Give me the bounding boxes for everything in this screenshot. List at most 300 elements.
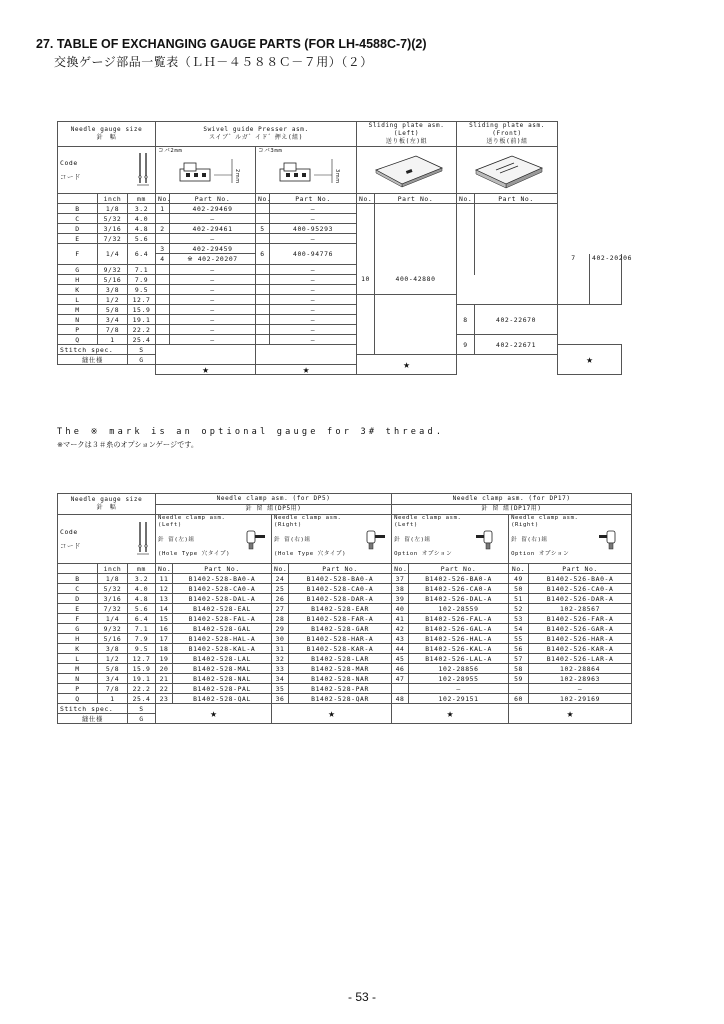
mm-cell: 12.7 (128, 295, 156, 305)
gauge-parts-table-1 (57, 121, 633, 376)
table-row (58, 614, 632, 624)
table-row (58, 644, 632, 654)
no-cell (156, 214, 170, 224)
no-cell: 41 (392, 614, 409, 624)
part-cell: 402-22670 (475, 305, 558, 335)
part-cell: — (170, 305, 256, 315)
no-cell: 5 (256, 224, 270, 234)
no-cell: 1 (156, 204, 170, 214)
mm-cell: 7.1 (128, 624, 156, 634)
part-cell: B1402-528-KAL-A (173, 644, 272, 654)
no-header: No. (457, 194, 475, 204)
code-cell: N (58, 674, 98, 684)
inch-cell: 3/4 (98, 674, 128, 684)
mm-cell: 19.1 (128, 674, 156, 684)
swivel-guide-label: Swivel guide Presser asm. (203, 126, 309, 133)
clamp-label-jp: 針 留(右)組 (274, 536, 311, 543)
no-cell (156, 325, 170, 335)
no-cell: 53 (509, 614, 529, 624)
no-cell: 56 (509, 644, 529, 654)
table-row (58, 285, 622, 295)
clamp-type: (Hole Type 穴タイプ) (158, 551, 231, 557)
needle-clamp-dp5-header (156, 494, 392, 505)
blank-header (58, 194, 98, 204)
star-mark: ★ (156, 365, 256, 375)
inch-cell: 3/16 (98, 224, 128, 234)
code-cell: K (58, 644, 98, 654)
no-cell: 7 (558, 254, 590, 305)
part-cell: B1402-528-QAL (173, 694, 272, 704)
sliding-plate-left-jp: 送り板(左)組 (385, 138, 428, 145)
no-cell: 51 (509, 594, 529, 604)
partno-header: Part No. (289, 564, 392, 574)
mm-header: mm (128, 564, 156, 574)
needle-diagram (128, 515, 156, 564)
mm-cell: 4.8 (128, 594, 156, 604)
code-cell: M (58, 664, 98, 674)
clamp-right-dp17-cell (509, 515, 632, 564)
swivel-koba3-cell (256, 147, 357, 194)
part-cell: — (270, 265, 357, 275)
no-cell: 59 (509, 674, 529, 684)
no-cell (256, 335, 270, 345)
sliding-plate-left-image (357, 147, 457, 194)
part-cell: 102-28955 (409, 674, 509, 684)
table-row (58, 694, 632, 704)
part-cell: 402-29461 (170, 224, 256, 234)
sliding-plate-left-icon (362, 148, 452, 190)
slide-left-blank (375, 204, 457, 265)
clamp-label: Needle clamp asm. (274, 515, 342, 521)
inch-header: inch (98, 194, 128, 204)
no-cell: 16 (156, 624, 173, 634)
part-cell: B1402-526-LAL-A (409, 654, 509, 664)
table-row (58, 624, 632, 634)
no-cell: 25 (272, 584, 289, 594)
table-row (58, 704, 632, 714)
sliding-plate-front-jp: 送り板(前)組 (486, 138, 528, 145)
mm-cell: 7.1 (128, 265, 156, 275)
table-row (58, 654, 632, 664)
slide-front-blank (475, 204, 558, 275)
part-cell: — (270, 335, 357, 345)
mm-cell: 25.4 (128, 694, 156, 704)
part-cell: B1402-526-CA0-A (409, 584, 509, 594)
swivel-guide-header (156, 122, 357, 147)
no-cell: 22 (156, 684, 173, 694)
mm-header: mm (128, 194, 156, 204)
slide-left-blank (357, 204, 375, 265)
stitch-spec-label-jp: 縫仕様 (58, 714, 128, 724)
code-cell: F (58, 614, 98, 624)
code-cell: E (58, 234, 98, 244)
part-cell: B1402-526-HAL-A (409, 634, 509, 644)
table-row (58, 275, 622, 285)
sliding-plate-left-header (357, 122, 457, 147)
part-cell: 400-95293 (270, 224, 357, 234)
no-cell: 17 (156, 634, 173, 644)
no-cell: 58 (509, 664, 529, 674)
table-row (58, 684, 632, 694)
no-cell: 43 (392, 634, 409, 644)
part-cell: B1402-526-KAR-A (529, 644, 632, 654)
stitch-g-cell: G (128, 714, 156, 724)
part-cell: B1402-528-MAL (173, 664, 272, 674)
code-cell: H (58, 634, 98, 644)
no-cell: 33 (272, 664, 289, 674)
code-cell: C (58, 214, 98, 224)
no-cell: 45 (392, 654, 409, 664)
clamp-label-jp: 針 留(左)組 (158, 536, 195, 543)
no-cell: 42 (392, 624, 409, 634)
inch-cell: 1/2 (98, 295, 128, 305)
star-mark: ★ (558, 345, 622, 375)
no-cell: 46 (392, 664, 409, 674)
mm-cell: 4.0 (128, 584, 156, 594)
star-mark: ★ (509, 704, 632, 724)
no-cell: 6 (256, 244, 270, 265)
part-cell: — (170, 325, 256, 335)
no-cell (256, 325, 270, 335)
clamp-label: Needle clamp asm. (511, 515, 579, 521)
clamp-side: (Left) (158, 522, 182, 528)
inch-cell: 7/8 (98, 325, 128, 335)
star-mark: ★ (156, 704, 272, 724)
no-cell: 37 (392, 574, 409, 584)
mm-cell: 5.6 (128, 234, 156, 244)
clamp-type: Option オプション (511, 551, 570, 557)
code-label-jp: コード (60, 542, 81, 550)
sliding-plate-front-label: Sliding plate asm. (469, 122, 545, 129)
no-cell (156, 275, 170, 285)
part-cell: — (270, 204, 357, 214)
code-cell: G (58, 624, 98, 634)
part-cell: 102-28864 (529, 664, 632, 674)
no-cell: 23 (156, 694, 173, 704)
part-cell: B1402-526-DAR-A (529, 594, 632, 604)
mm-cell: 4.8 (128, 224, 156, 234)
no-cell: 26 (272, 594, 289, 604)
part-cell: — (270, 234, 357, 244)
inch-cell: 3/4 (98, 315, 128, 325)
mm-cell: 19.1 (128, 315, 156, 325)
part-cell: 402-20206 (590, 254, 622, 305)
no-cell (156, 315, 170, 325)
table-row (58, 664, 632, 674)
part-cell: B1402-528-NAR (289, 674, 392, 684)
part-cell: 102-29151 (409, 694, 509, 704)
code-cell: N (58, 315, 98, 325)
mm-cell: 3.2 (128, 574, 156, 584)
no-cell: 15 (156, 614, 173, 624)
koba2-label: コバ2mm (158, 148, 183, 154)
needle-clamp-dp5-jp: 針 留 組(DP5用) (156, 504, 392, 515)
part-cell: B1402-526-FAL-A (409, 614, 509, 624)
no-cell: 34 (272, 674, 289, 684)
inch-cell: 5/16 (98, 275, 128, 285)
inch-cell: 1/4 (98, 614, 128, 624)
no-cell: 27 (272, 604, 289, 614)
inch-cell: 9/32 (98, 265, 128, 275)
no-cell: 18 (156, 644, 173, 654)
no-cell (156, 305, 170, 315)
clamp-label: Needle clamp asm. (158, 515, 226, 521)
clamp-side: (Left) (394, 522, 418, 528)
partno-header: Part No. (475, 194, 558, 204)
code-header (58, 515, 128, 564)
table-row (58, 594, 632, 604)
no-cell: 20 (156, 664, 173, 674)
no-cell: 14 (156, 604, 173, 614)
part-cell: B1402-528-EAL (173, 604, 272, 614)
part-cell: B1402-528-HAR-A (289, 634, 392, 644)
part-cell: B1402-528-GAR (289, 624, 392, 634)
no-header: No. (156, 564, 173, 574)
part-cell: B1402-528-DAL-A (173, 594, 272, 604)
mm-cell: 15.9 (128, 305, 156, 315)
part-cell: 102-28567 (529, 604, 632, 614)
code-cell: L (58, 295, 98, 305)
part-cell: B1402-528-FAL-A (173, 614, 272, 624)
part-cell: B1402-528-PAR (289, 684, 392, 694)
mm-cell: 7.9 (128, 275, 156, 285)
clamp-right-dp5-cell (272, 515, 392, 564)
no-cell (156, 285, 170, 295)
part-cell: — (170, 335, 256, 345)
sliding-plate-front-icon (462, 148, 552, 190)
needle-pair-icon (130, 149, 156, 189)
clamp-label-jp: 針 留(右)組 (511, 536, 548, 543)
table-row (58, 574, 632, 584)
needle-diagram (128, 147, 156, 194)
mm-cell: 7.9 (128, 634, 156, 644)
part-cell: — (270, 325, 357, 335)
part-cell: — (170, 234, 256, 244)
part-cell: — (270, 295, 357, 305)
part-cell: B1402-528-KAR-A (289, 644, 392, 654)
no-cell (156, 295, 170, 305)
mm-cell: 6.4 (128, 614, 156, 624)
no-cell: 13 (156, 594, 173, 604)
code-cell: C (58, 584, 98, 594)
part-cell: B1402-526-BA0-A (409, 574, 509, 584)
part-cell: B1402-528-DAR-A (289, 594, 392, 604)
part-cell: B1402-526-BA0-A (529, 574, 632, 584)
swivel-guide-label-jp: スイブ゛ルガ゛イド゛押え(組) (209, 134, 303, 141)
no-cell: 49 (509, 574, 529, 584)
partno-header: Part No. (173, 564, 272, 574)
inch-cell: 1 (98, 335, 128, 345)
mm-cell: 25.4 (128, 335, 156, 345)
needle-clamp-icon (599, 529, 629, 551)
code-cell: B (58, 204, 98, 214)
part-cell: — (170, 275, 256, 285)
part-cell: B1402-528-LAR (289, 654, 392, 664)
no-cell: 38 (392, 584, 409, 594)
part-cell: 402-22671 (475, 335, 558, 355)
part-cell: — (170, 265, 256, 275)
inch-cell: 5/32 (98, 584, 128, 594)
no-cell (156, 234, 170, 244)
page-number: - 53 - (347, 990, 376, 1004)
clamp-label-jp: 針 留(左)組 (394, 536, 431, 543)
partno-header: Part No. (270, 194, 357, 204)
koba3-label: コバ3mm (258, 148, 283, 154)
table-row (58, 204, 622, 214)
part-cell: B1402-526-KAL-A (409, 644, 509, 654)
no-cell: 57 (509, 654, 529, 664)
needle-pair-icon (130, 518, 156, 558)
inch-cell: 3/16 (98, 594, 128, 604)
stitch-spec-label: Stitch spec. (58, 704, 128, 714)
inch-cell: 1/8 (98, 574, 128, 584)
page-subtitle: 交換ゲージ部品一覧表（ＬＨ－４５８８Ｃ－７用）（２） (54, 55, 373, 69)
presser-foot-3mm-icon (258, 155, 354, 191)
inch-cell: 7/32 (98, 234, 128, 244)
star-mark: ★ (357, 355, 457, 375)
clamp-left-dp5-cell (156, 515, 272, 564)
no-cell: 29 (272, 624, 289, 634)
dim-3mm-label: 3mm (334, 169, 341, 184)
star-mark: ★ (272, 704, 392, 724)
mm-cell: 22.2 (128, 325, 156, 335)
no-cell: 32 (272, 654, 289, 664)
code-label-jp: コード (60, 173, 81, 181)
inch-cell: 3/8 (98, 285, 128, 295)
part-cell: — (409, 684, 509, 694)
part-cell: 402-29459 (170, 244, 256, 254)
mm-cell: 3.2 (128, 204, 156, 214)
no-header: No. (272, 564, 289, 574)
no-cell (156, 265, 170, 275)
table-row (58, 305, 622, 315)
no-header: No. (256, 194, 270, 204)
inch-cell: 3/8 (98, 644, 128, 654)
sliding-plate-front-sub: (Front) (492, 130, 522, 137)
swivel-koba2-cell (156, 147, 256, 194)
no-cell: 44 (392, 644, 409, 654)
part-cell: B1402-526-DAL-A (409, 594, 509, 604)
inch-cell: 5/16 (98, 634, 128, 644)
inch-cell: 1/4 (98, 244, 128, 265)
stitch-g-cell: G (128, 355, 156, 365)
no-cell: 21 (156, 674, 173, 684)
dim-2mm-label: 2mm (234, 169, 241, 184)
inch-cell: 5/8 (98, 664, 128, 674)
needle-gauge-label-jp: 針 幅 (96, 134, 117, 141)
part-cell: B1402-526-LAR-A (529, 654, 632, 664)
no-cell: 10 (357, 265, 375, 295)
no-cell: 4 (156, 254, 170, 265)
slide-front-blank (357, 295, 375, 355)
partno-header: Part No. (170, 194, 256, 204)
no-cell (156, 335, 170, 345)
part-cell: B1402-528-MAR (289, 664, 392, 674)
mm-cell: 6.4 (128, 244, 156, 265)
part-cell: B1402-528-GAL (173, 624, 272, 634)
part-cell: — (270, 285, 357, 295)
mm-cell: 5.6 (128, 604, 156, 614)
code-header (58, 147, 128, 194)
needle-clamp-dp5-label: Needle clamp asm. (for DP5) (216, 494, 331, 502)
part-cell: B1402-528-QAR (289, 694, 392, 704)
partno-header: Part No. (529, 564, 632, 574)
no-cell: 54 (509, 624, 529, 634)
table-row (58, 634, 632, 644)
no-cell: 9 (457, 335, 475, 355)
partno-header: Part No. (409, 564, 509, 574)
part-cell: — (170, 214, 256, 224)
inch-cell: 7/32 (98, 604, 128, 614)
part-cell: B1402-526-CA0-A (529, 584, 632, 594)
needle-gauge-label: Needle gauge size (70, 496, 143, 503)
no-cell: 50 (509, 584, 529, 594)
code-cell: F (58, 244, 98, 265)
part-cell: 402-29469 (170, 204, 256, 214)
part-cell: B1402-528-CA0-A (289, 584, 392, 594)
sliding-plate-left-sub: (Left) (393, 130, 420, 137)
optional-gauge-note-jp: ※マークは３＃糸のオプションゲージです。 (57, 440, 199, 449)
part-cell: — (170, 295, 256, 305)
clamp-label: Needle clamp asm. (394, 515, 462, 521)
needle-clamp-icon (359, 529, 389, 551)
inch-cell: 1 (98, 694, 128, 704)
sliding-plate-front-image (457, 147, 558, 194)
optional-gauge-note: The ※ mark is an optional gauge for 3# thread. (57, 427, 445, 437)
no-cell: 39 (392, 594, 409, 604)
stitch-s-cell: S (128, 345, 156, 355)
part-cell: 102-29169 (529, 694, 632, 704)
table-row (58, 584, 632, 594)
no-cell (256, 265, 270, 275)
slide-front-blank (457, 204, 475, 275)
mm-cell: 22.2 (128, 684, 156, 694)
part-cell: B1402-528-NAL (173, 674, 272, 684)
stitch-s-blank (256, 345, 357, 365)
slide-front-blank (375, 295, 457, 355)
no-header: No. (392, 564, 409, 574)
inch-header: inch (98, 564, 128, 574)
part-cell: B1402-528-LAL (173, 654, 272, 664)
part-cell: B1402-526-HAR-A (529, 634, 632, 644)
no-cell (256, 315, 270, 325)
no-cell: 19 (156, 654, 173, 664)
presser-foot-2mm-icon (158, 155, 254, 191)
part-cell: — (170, 285, 256, 295)
no-cell: 36 (272, 694, 289, 704)
no-cell: 3 (156, 244, 170, 254)
code-label: Code (60, 528, 78, 536)
clamp-type: (Hole Type 穴タイプ) (274, 551, 347, 557)
code-cell: D (58, 224, 98, 234)
no-cell: 30 (272, 634, 289, 644)
code-label: Code (60, 159, 78, 167)
inch-cell: 7/8 (98, 684, 128, 694)
no-cell (509, 684, 529, 694)
code-cell: P (58, 325, 98, 335)
needle-clamp-dp17-header (392, 494, 632, 505)
mm-cell: 9.5 (128, 644, 156, 654)
part-cell: B1402-528-PAL (173, 684, 272, 694)
stitch-s-cell: S (128, 704, 156, 714)
part-cell: — (270, 275, 357, 285)
table-row (58, 335, 622, 345)
mm-cell: 4.0 (128, 214, 156, 224)
code-cell: B (58, 574, 98, 584)
blank-header (58, 564, 98, 574)
part-cell: B1402-528-EAR (289, 604, 392, 614)
no-cell: 28 (272, 614, 289, 624)
